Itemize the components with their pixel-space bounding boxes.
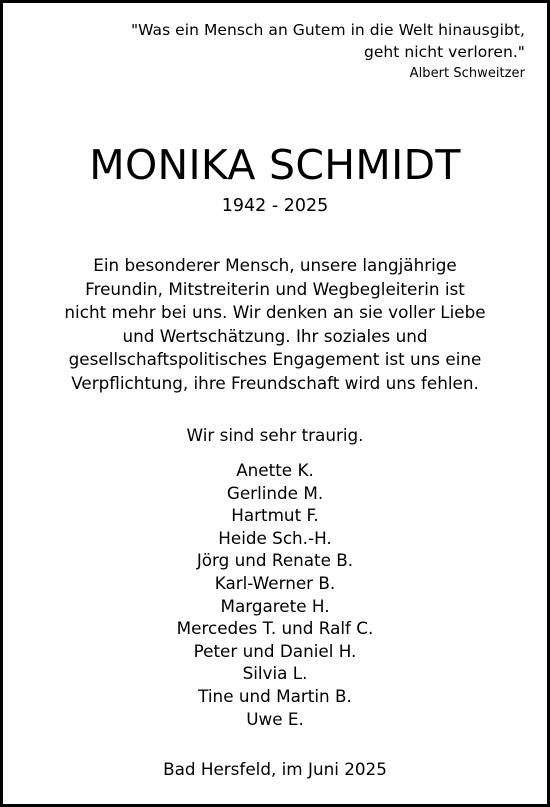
message-line: und Wertschätzung. Ihr soziales und [122, 325, 428, 346]
message-line: gesellschaftspolitisches Engagement ist uns eine [68, 349, 482, 369]
mourner-name: Silvia L. [242, 663, 308, 684]
message-line: Freundin, Mitstreiterin und Wegbegleiterin ist [85, 278, 465, 299]
message-line: Verpflichtung, ihre Freundschaft wird uns fehlen. [71, 372, 479, 393]
mourner-name: Tine und Martin B. [198, 685, 352, 706]
mourner-name: Hartmut F. [231, 505, 319, 526]
mourner-name: Karl-Werner B. [214, 572, 336, 593]
mourner-name: Heide Sch.-H. [218, 527, 332, 548]
place-and-date: Bad Hersfeld, im Juni 2025 [163, 759, 387, 779]
mourner-name: Margarete H. [220, 595, 330, 616]
condolence-message [3, 254, 547, 395]
message-line: nicht mehr bei uns. Wir denken an sie voller Liebe [64, 302, 486, 322]
quote-line: geht nicht verloren." [363, 42, 525, 61]
mourner-name: Peter und Daniel H. [193, 640, 357, 661]
quote-author: Albert Schweitzer [409, 66, 525, 81]
mourner-name: Anette K. [236, 460, 314, 480]
obituary-card [3, 3, 547, 804]
closing-line: Wir sind sehr traurig. [186, 425, 364, 445]
mourner-name: Jörg und Renate B. [196, 550, 354, 571]
message-line: Ein besonderer Mensch, unsere langjährige [93, 255, 457, 275]
quote-line: "Was ein Mensch an Gutem in die Welt hinausgibt, [130, 21, 525, 39]
mourner-name: Uwe E. [246, 708, 304, 729]
mourners-list [3, 459, 547, 730]
life-dates: 1942 - 2025 [221, 196, 329, 216]
epigraph-quote [65, 20, 525, 83]
deceased-name: MONIKA SCHMIDT [89, 141, 461, 189]
mourner-name: Mercedes T. und Ralf C. [176, 618, 374, 639]
mourner-name: Gerlinde M. [226, 482, 324, 503]
